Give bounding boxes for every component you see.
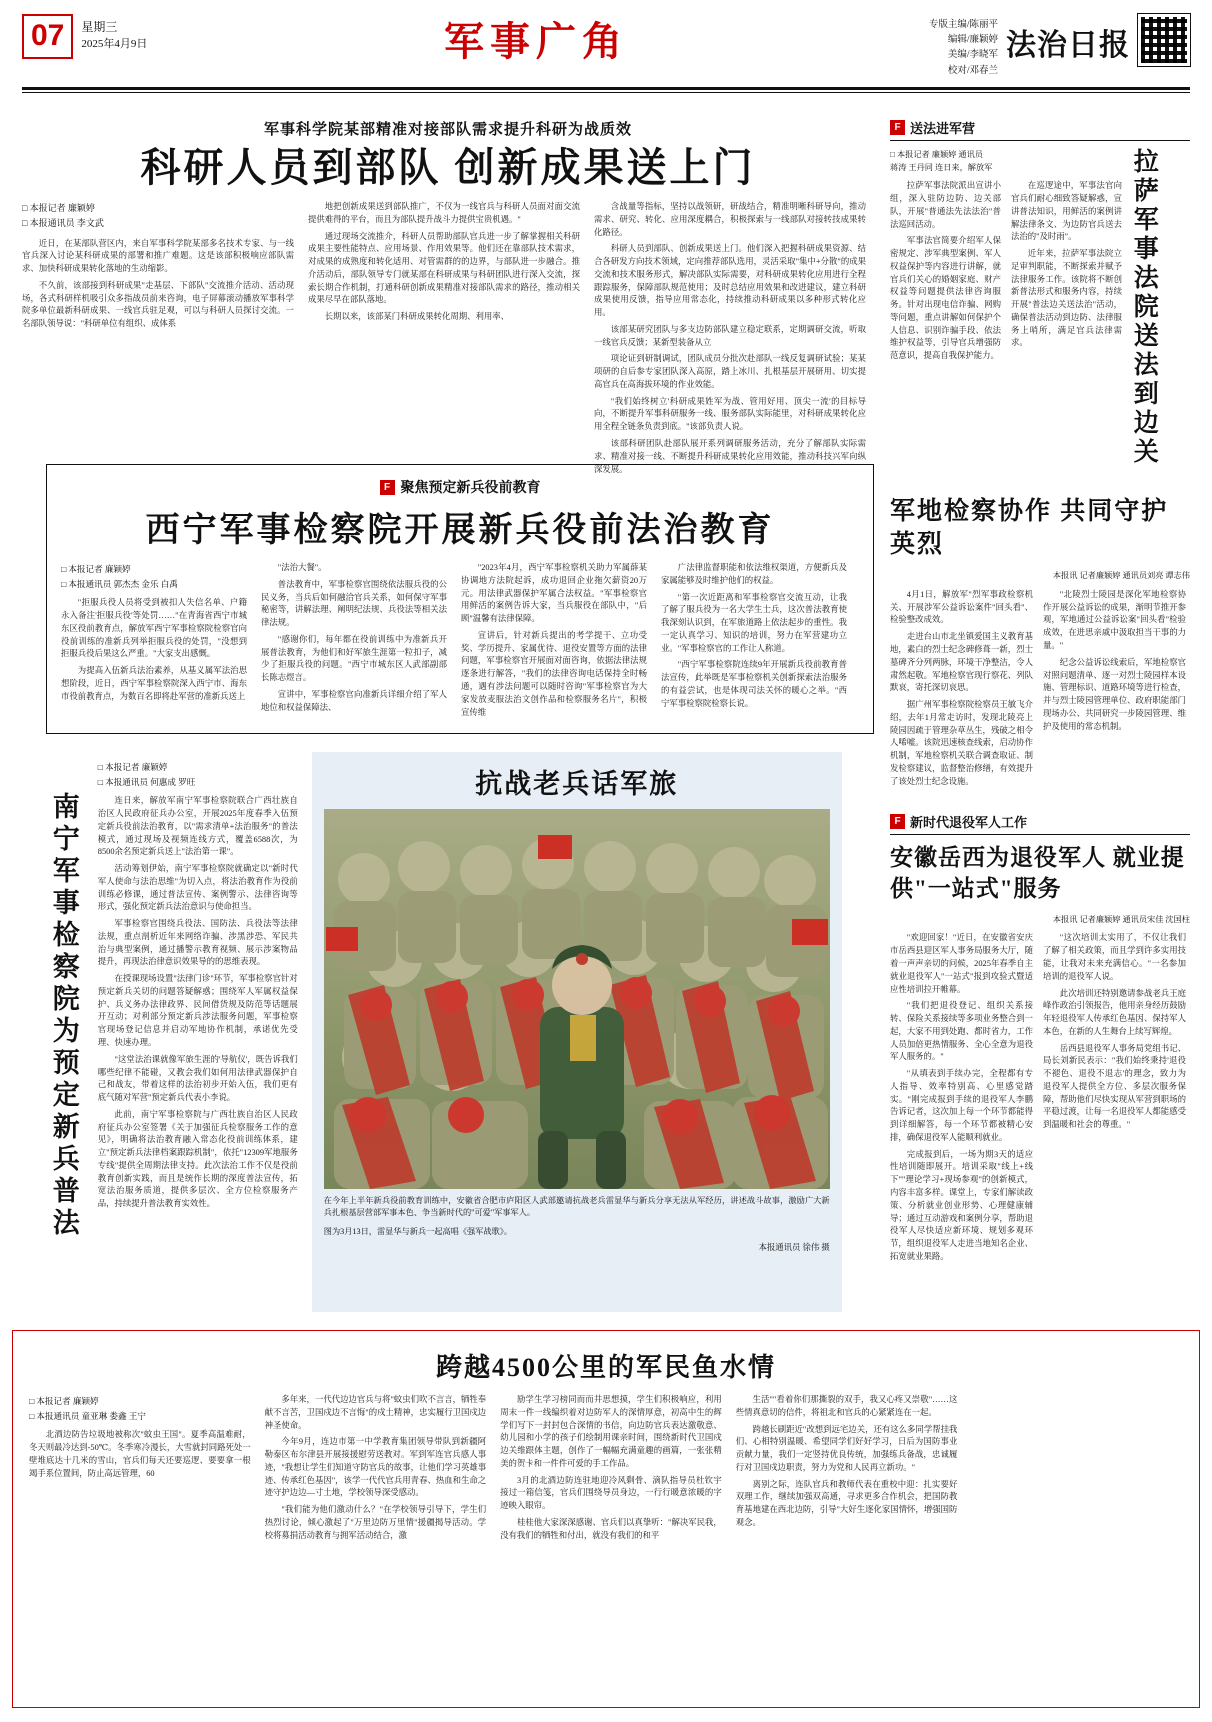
mid-box-columns	[61, 562, 859, 723]
section-flag-label: 聚焦预定新兵役前教育	[400, 481, 541, 496]
credit-line: 专版主编/陈丽平	[928, 20, 998, 30]
weekday-label: 星期三	[81, 20, 118, 34]
column	[22, 201, 294, 353]
paragraph: 连日来，解放军南宁军事检察院联合广西壮族自治区人民政府征兵办公室，开展2025年度春季入伍预定新兵役前法治教育，以"需求清单+法治服务"的普法模式，通过现场及视频连线方式，覆盖6588次，为8500余名预定新兵送上"法治第一课"。	[97, 796, 298, 857]
byline-line: □ 本报通讯员 郭杰杰 金乐 白禹	[61, 578, 178, 589]
rail-block-1	[890, 118, 1190, 468]
paragraph: 在巡逻途中，军事法官向官兵们耐心细致答疑解惑，宣讲普法知识，用鲜活的案例讲解法律条文、为边防官兵送去法治的"及时雨"。	[1011, 181, 1122, 242]
body-text	[1043, 589, 1186, 733]
body-text	[261, 562, 447, 714]
body-text	[890, 589, 1033, 788]
paragraph: 活动筹划伊始，南宁军事检察院就确定以"新时代军人使命与法治思维"为切入点，将法治教育作为役前训练必修课，通过普法宣传、案例警示、法律咨询等形式，强化预定新兵法治意识与使命担当。	[97, 864, 298, 912]
column	[98, 752, 298, 1312]
paragraph: 宣讲后，针对新兵提出的考学提干、立功受奖、学历提升、家属优待、退役安置等方面的法律问题，军事检察官开展面对面咨询，依据法律法规逐条进行解答，"我们的法律咨询电话保持全时畅通，遇有涉法问题可以随时咨询"军事检察官为大家发放麦服法治文创作品和检察服务名片"，积极宣传维	[461, 630, 647, 717]
column	[29, 1394, 251, 1546]
column	[308, 201, 580, 353]
paragraph: 为提高入伍新兵法治素养，从基义属军法治思想阶段，近日，西宁军事检察院深入西宁市、海东市役前教育点，为数百名即将赴军营的准新兵送上	[61, 666, 247, 701]
body-text	[29, 1429, 251, 1480]
column	[594, 353, 866, 480]
photo-subcaption: 图为3月13日，雷显华与新兵一起高唱《强军战歌》。	[323, 1226, 513, 1236]
masthead-rule	[22, 87, 1190, 90]
column	[971, 1394, 1183, 1546]
paragraph: 北酒边防告垃圾地被称次"蚊虫王国"。夏季高温难耐，冬天则最冷达到-50℃。冬季寒冷漫长，大雪就封同路死处一壁堆底达十几米的雪山，官兵们每天还要巡逻、要要拿一根竭手系位置间，防止高远管理，60	[29, 1430, 251, 1478]
paragraph: 多年来，一代代边边官兵与将"蚊虫们吹不言言，牺牲奉献不言苦，卫国戍边不言悔"的戍土精神，忠实履行卫国戍边神圣使命。	[264, 1395, 487, 1430]
photo-caption: 在今年上半年新兵役前教育训练中，安徽省合肥市庐阳区人武部邀请抗战老兵雷显华与新兵分享无法从军经历，讲述战斗故事，激励广大新兵扎根基层营部军事本色、争当新时代的"可爱"军事军人。	[323, 1196, 830, 1218]
body-text	[500, 1394, 722, 1542]
paragraph: 宣讲中，军事检察官向准新兵详细介绍了军人地位和权益保障法、	[261, 689, 447, 712]
photo-story-wrap	[46, 752, 874, 1312]
paragraph: "第一次近距离和军事检察官交流互动，让我了解了服兵役为一名大学生士兵，这次普法教育使我深刻认识到，在军旅道路上依法起步的重性。我一定认真学习、知识的培训，努力在军营建功立业。"军事检察官的工作让人称道。	[661, 592, 847, 653]
column	[890, 589, 1033, 792]
column	[308, 353, 580, 480]
masthead-rule-thin	[22, 92, 1190, 93]
section-flag-label: 新时代退役军人工作	[910, 815, 1028, 831]
column	[890, 932, 1033, 1267]
paragraph: 励学生学习榜同而而井思想摸，学生们积极响应，利用周末一件一线编织着对边防军人的深情厚意，初高中生的辉学们写下一封封包合深情的书信，向边防官兵表达激敬意、幼儿园和小学的孩子们绘制用课亲时间，围绕新时代卫国戍边关维跟体主题，创作了一幅幅充满童趣的画篇，一张张精美的贺卡和一件件可爱的手工作品。	[500, 1395, 722, 1468]
column	[736, 1394, 958, 1546]
paragraph: "这堂法治课就像军旅生涯的'导航仪'，既告诉我们哪些纪律不能碰，又教会我们如何用法律武器保护自己和战友，带着这样的法治初步开始入伍，我们更有底气随对军营"预定新兵代表小李说。	[97, 1054, 298, 1103]
paragraph: 纪念公益诉讼线索后，军地检察官对照问题清单、逐一对烈士陵园样本设施、管理标识、道路环境等进行检查，并与烈士陵园管理单位、政府职能部门现场办公、共同研究一步陵园管理、维护及使用的常态机制。	[1043, 657, 1186, 731]
paragraph: 今年9月，连边市第一中学教育集团领导带队到新疆阿勒泰区布尔津县开展接援慰劳送教对。军到军连官兵感人事迹，"我想让学生们知道守防官兵的故事，让他们学习英雄事迹、传承红色基因"，该学一代代官兵用青春、热血和生命之迹守护边边—寸土地，学校领导深受感动。	[264, 1437, 487, 1498]
paragraph: 普法教育中，军事检察官围绕依法服兵役的公民义务，当兵后如何融洽官兵关系，如何保守军事秘密等，讲解法理、阐明纪法规、兵役法等相关法律法规。	[261, 579, 447, 628]
flag-icon: F	[380, 480, 395, 495]
byline-line: □ 本报通讯员 何惠成 罗旺	[97, 776, 196, 787]
paragraph: "我们始终树立'科研成果姓军为战、管用好用、顶尖一流'的目标导向，不断提升军事科研服务一线、服务部队实际能里，对科研成果转化应用全程全链条负责到底。"该部负责人说。	[594, 396, 866, 432]
right-rail	[890, 118, 1190, 1284]
masthead	[0, 0, 1212, 85]
mid-feature-box	[46, 464, 874, 734]
paragraph: "2023年4月，西宁军事检察机关助力军属薛某协调地方法院起诉，成功退回企业拖欠薪资20万元。用法律武器保护军属合法权益。"军事检察官用鲜活的案例告诉大家，当兵服役在部队中，"后顾"温馨有法律保障。	[461, 563, 647, 624]
photo-story	[46, 752, 874, 1312]
byline-line: □ 本报记者 廉颖婷	[22, 203, 95, 213]
credit-line: 美编/李晓军	[947, 50, 998, 61]
column	[1011, 180, 1122, 367]
paragraph: 广法律监督职能和依法维权渠道，方便新兵及家属能够及时维护他们的权益。	[661, 563, 847, 585]
section-title: 军事广角	[444, 19, 628, 64]
photo-title: 抗战老兵话军旅	[475, 769, 679, 799]
paragraph: 在授课现场设置"法律门诊"环节，军事检察官针对预定新兵关切的问题答疑解惑；围绕军人军属权益保护、兵义务办法律政界、民间借货规及防范等话题展开互动；对利部分预定新兵涉法服务问题，军事检察官现场登记信息并启动军地协作机制，承诺优先受理、快速办理。	[97, 974, 298, 1047]
body-text	[265, 1394, 487, 1542]
paragraph: 4月1日，解放军"烈军事政检察机关、开展涉军公益诉讼案件"回头看"、检验整改成效。	[890, 589, 1033, 625]
date-label: 2025年4月9日	[81, 38, 148, 50]
top-story-columns-2	[22, 353, 874, 480]
column	[1043, 932, 1186, 1267]
photo-story-vertical-headline: 南宁军事检察院为预定新兵普法	[48, 792, 79, 1240]
paragraph: 桂桂他大家深深感谢、官兵们以真挚听："解决军民我，没有我们的牺牲和付出，就没有我们的和平	[500, 1517, 722, 1540]
paragraph: 此前，南宁军事检察院与广西壮族自治区人民政府征兵办公室签署《关于加强征兵检察服务工作的意见》，明确将法治教育融入常态化役前训练体系，建立"预定新兵法律档案跟踪机制"，依托"12309军地服务专线"提供全周期法律支持。此次法治工作不仅是役前教育创新实践，而且是统作长期的深度普法宣传，拓宽法治服务质道，提供多层次、全方位检察服务产品，持续提升普法教育实效性。	[97, 1109, 298, 1209]
rail-block-2	[890, 496, 1190, 792]
byline	[890, 148, 1122, 174]
column	[461, 562, 647, 723]
photo-illustration	[324, 809, 830, 1189]
paragraph: 据广州军事检察院检察员王敏飞介绍，去年1月常走访时，发现北陵亮上陵园因疏于管理杂草丛生，残破之相令人唏嘘。该院迅速核查线索，启动协作机制，军地检察机关联合调查取证、制发检察建议，监督整治修缮，有效提升了该处烈士纪念设施。	[890, 700, 1033, 786]
paragraph: "从填表到手续办完，全程都有专人指导、效率特别高、心里感觉踏实。"刚完成报到手续的退役军人李鹏告诉记者，这次加上每一个环节都能得到详细解答，每一个环节都被精心安排，确保退役军人能顺利就业。	[890, 1069, 1033, 1142]
byline	[98, 760, 298, 789]
bottom-feature-box	[12, 1330, 1200, 1708]
paragraph: 长期以来，该部某门科研成果转化周期、利用率、	[324, 312, 510, 322]
byline: 本报讯 记者廉颖婷 通讯员刘亮 谭志伟	[1052, 571, 1190, 580]
top-story-headline: 科研人员到部队 创新成果送上门	[140, 145, 756, 190]
rail-vertical-headline: 拉萨军事法院送法到边关	[1130, 148, 1158, 467]
rail-headline: 军地检察协作 共同守护英烈	[890, 498, 1169, 558]
credits-block	[929, 14, 998, 79]
column	[1043, 589, 1186, 792]
paragraph: "拒服兵役人员将受到被扣人失信名单、户籍永入备注'拒服兵役'等处罚……"在青海省西宁市城东区役前教育点，解放军西宁军事检察院检察官向役前训练的准新兵列举拒服兵役的处罚，"没想到拒服兵役后果这么严重。"大家支出感慨。	[61, 598, 247, 659]
top-story-kicker: 军事科学院某部精准对接部队需求提升科研为战质效	[263, 122, 632, 138]
paper-name: 法治日报	[1006, 29, 1130, 62]
paragraph: "西宁军事检察院连续9年开展新兵役前教育普法宣传，此举既是军事检察机关创新探索法治服务的有益尝试，也是体现司法关怀的暖心之举。"西宁军事检察院检察长说。	[661, 660, 847, 708]
body-text	[890, 180, 1001, 363]
rail-headline: 安徽岳西为退役军人 就业提供"一站式"服务	[890, 845, 1185, 902]
paragraph: 完成报到后，一场为期3天的适应性培训随即展开。培训采取"线上+线下""理论学习+现场参观"的创新模式，内容丰富多样。课堂上，专家们解读政策、分析就业创业形势、心理健康辅导；通过互动游戏和案例分享，帮助退役军人尽快适应新环境、规划多观环节，组织退役军人走进当地知名企业、拓宽就业果路。	[890, 1149, 1033, 1261]
paragraph: 走进台山市北坐镇爱国主义教育基地，素白的烈士纪念碑修葺一新，烈士墓碑齐分列两脉，环境干净整洁，令人肃然起敬。军地检察官现行察花、列队默哀，寄托深切哀思。	[890, 632, 1033, 693]
masthead-right	[850, 14, 1190, 79]
byline	[61, 562, 247, 591]
paragraph: 生活""看着你们那撕裂的双手，我又心疼又崇敬"……这些情真意切的信件，将祖北和官兵的心紧紧连在一起。	[735, 1395, 958, 1417]
paragraph: "我们能为他们激动什么？"在学校领导引导下，学生们热烈讨论，倾心激起了"万里边防万里情"援疆揭导活动。学校将募捐活动教育与拥军活动结合，激	[264, 1505, 487, 1540]
body-text	[661, 562, 847, 710]
paragraph: "我们把退役登记、组织关系接转、保险关系接续等多项业务整合到一起，大家不用到处跑、都时省力，工作人员加倍更热情服务、全心全意为退役军人服务的。"	[890, 1001, 1033, 1062]
byline-line: □ 本报记者 廉颖婷	[97, 762, 168, 772]
column	[890, 180, 1001, 367]
masthead-center	[222, 14, 850, 64]
byline-line: 蒋涛 王丹同 连日来，解放军	[890, 163, 993, 173]
page-number: 07	[22, 14, 73, 59]
column	[265, 1394, 487, 1546]
section-flag	[61, 477, 859, 497]
mid-box-headline: 西宁军事检察院开展新兵役前法治教育	[145, 512, 775, 549]
paragraph: "感谢你们，每年都在役前训练中为准新兵开展普法教育，为他们和好军旅生涯第一粒扣子，减少了拒服兵役的问题。"西宁市城东区人武部副部长陈志煜言。	[261, 634, 447, 683]
qr-code-icon[interactable]	[1138, 14, 1190, 66]
paragraph: "北陵烈士陵园是深化军地检察协作开展公益诉讼的成果，渐明节推开参观，军地通过公益诉讼案"回头看"检验成效，在进思亲戚中汲取担当干事的力量。"	[1043, 589, 1186, 650]
byline-line: □ 本报通讯员 李文武	[22, 218, 104, 229]
flag-icon: F	[890, 120, 905, 135]
paragraph: 通过现场交流推介，科研人员帮助部队官兵进一步了解掌握相关科研成果主要性能特点、应用场景、作用效果等。他们还在靠部队技术需求，对成果的成熟度和转化适用、对管需群的的边界，与部队进一步融合。推介活动后，部队领导专门就某部在科研成果与科研团队进行深入交流，探索长期合作机制，打通科研创新成果精准对接部队需求的路径，推动相关成果尽早在部队落地。	[308, 231, 580, 305]
paragraph: 科研人员到部队、创新成果送上门。他们深入把握科研成果资源、结合各研发方向技术领域，定向推荐部队选用，灵活采取"集中+分散"的成果交流和技术服务形式，解决部队实际需要，对科研成果转化应用进行全程跟踪服务，保障部队规范使用；及时总结应用效果和改进建议，建立科研成果使用反馈，指导应用常态化，持续推动科研成果以多种形式转化应用。	[594, 244, 866, 318]
rail-columns	[890, 589, 1190, 792]
rail-columns	[890, 932, 1190, 1267]
paragraph: 地把创新成果送到部队推广，不仅为一线官兵与科研人员面对面交流提供难得的平台，而且为部队提升战斗力提供宝贵机遇。"	[308, 202, 580, 224]
masthead-left	[22, 14, 222, 59]
byline: 本报讯 记者廉颖婷 通讯员宋佳 沈国柱	[1052, 914, 1190, 924]
paragraph: 该部某研究团队与多支边防部队建立稳定联系，定期调研交流，听取一线官兵反馈；某新型装备从立	[594, 324, 866, 347]
body-text	[594, 353, 866, 476]
byline-line: □ 本报记者 廉颖婷	[29, 1396, 99, 1406]
paragraph: 近年来，拉萨军事法院立足审判职能，不断探索并赋予法律服务工作。该院将不断创新普法形式和服务内容，持续开展"普法边关送法治"活动，确保普法活动到边防、法律服务上哨所，满足官兵法律需求。	[1011, 249, 1122, 348]
body-text	[594, 201, 866, 349]
top-story	[22, 118, 874, 480]
body-text	[61, 597, 247, 703]
credit-line: 校对/邓春兰	[947, 65, 998, 76]
body-text	[22, 238, 294, 331]
column	[61, 562, 247, 723]
top-story-columns	[22, 201, 874, 353]
byline	[29, 1394, 251, 1423]
photo-credit: 本报通讯员 徐伟 摄	[758, 1242, 830, 1252]
paragraph: 含战量等指标，坚持以战领研，研战结合，精准明晰科研导向，推动需求、研究、转化、应用深度耦合，积极探索与一线部队对接转技成果转化路径。	[594, 202, 866, 237]
flag-icon: F	[890, 814, 905, 829]
paragraph: 3月的北酒边防连驻地迎冷风剩骨、滴队指导员杜钦宇接过一箱信笺，官兵们围绕导员身边，一行行暖意浓暖的字迹映入眼帘。	[500, 1475, 722, 1511]
body-text	[461, 562, 647, 719]
column	[594, 201, 866, 353]
byline	[22, 201, 294, 232]
paragraph: 离别之际，连队官兵和教师代表在重校中迎：扎实要好双理工作，继续加强双高通，寻求更多合作机会，把国防教育基地建在西北边防，引导"大好生逐化家国情怀，增强国防观念。	[735, 1479, 958, 1527]
body-text	[1011, 180, 1122, 350]
body-text	[98, 795, 298, 1211]
masthead-date-block	[81, 14, 147, 53]
paragraph: "欢迎回家！"近日，在安徽省安庆市岳西县迎区军人事务局服务大厅，随着一声声亲切的问候，2025年春季自主就业退役军人"一站式"报到攻验式暨适应性培训拉开帷幕。	[890, 933, 1033, 994]
body-text	[308, 201, 580, 324]
bottom-box-columns	[29, 1394, 1183, 1546]
byline-line: □ 本报通讯员 童亚琳 娄鑫 王宁	[29, 1410, 146, 1421]
bottom-box-headline: 跨越4500公里的军民鱼水情	[435, 1353, 776, 1382]
paragraph: 项论证到研制调试，团队成员分批次赴部队一线反复调研试验；某某项研的自后参专家团队深入高原，踏上冰川、扎根基层开展研用、切实提高官兵在高海拔环境的作业效能。	[594, 354, 866, 389]
column	[22, 353, 294, 480]
paragraph: "这次培训太实用了，不仅让我们了解了相关政策，而且学到许多实用技能，让我对未来充满信心。"一名参加培训的退役军人说。	[1043, 933, 1186, 981]
section-flag-label: 送法进军营	[910, 121, 976, 136]
paragraph: 军事检察官围绕兵役法、国防法、兵役法等法律法规，重点剖析近年来网络诈骗、涉黑涉恐、军民共治与典型案例，通过播警示教育视频、展示涉案物品提升，再现法治律意识效果导的的思维表现。	[97, 919, 298, 967]
paragraph: "法治大餐"。	[277, 563, 327, 573]
body-text	[1043, 932, 1186, 1131]
rail-columns	[890, 180, 1122, 367]
byline-line: □ 本报记者 廉颖婷	[61, 564, 131, 575]
rail-block-3	[890, 812, 1190, 1267]
paragraph: 军事法官简要介绍军人保密规定、涉军典型案例、军人权益保护等内容进行讲解，就官兵们关心的婚姻家庭、财产权益等问题提供法律咨询服务。针对出现电信诈骗、网购等问题，重点讲解如何保护个人信息、识别诈骗手段、依法维护权益等，引导官兵增强防范意识，提高自我保护能力。	[890, 236, 1001, 361]
column	[661, 562, 847, 723]
body-text	[736, 1394, 958, 1530]
credit-line: 编辑/廉颖婷	[947, 35, 998, 46]
column	[500, 1394, 722, 1546]
body-text	[890, 932, 1033, 1263]
photo-card	[312, 752, 842, 1312]
paragraph: 此次培训还特别邀请参战老兵王庭峰作政治引领报告，他用亲身经历鼓励年轻退役军人传承红色基因、保持军人本色，在新的人生舞台上续写辉煌。	[1043, 988, 1186, 1036]
paragraph: 该部科研团队赴部队展开系列调研服务活动，充分了解部队实际需求、精准对接一线、不断提升科研成果转化应用效能，推动科技兴军向纵深发展。	[594, 439, 866, 474]
paragraph: 不久前，该部接到科研成果"走基层、下部队"交流推介活动、活动现场，各式科研样机吸引众多指战员前来咨询，电子屏幕滚动播放军事科学院多单位最新科研成果、一线官兵驻足观，可以与科研人员探讨交流。一名部队领导说："科研单位有组织、成体系	[22, 280, 294, 329]
section-flag	[890, 118, 1190, 141]
column	[261, 562, 447, 723]
byline-line: □ 本报记者 廉颖婷 通讯员	[890, 150, 983, 159]
paragraph: 跨越长刷距近"改想到远宅边关，还有这么多同学帮挂我们、心相特别温暖、希望同学们好好学习，日后为国防事业贡献力量，我们一定竖持优良传统，加强练兵备战，忠诚履行对卫国戍边职责，努力为党和人民再立新功。"	[735, 1424, 958, 1472]
paragraph: 拉萨军事法院派出宣讲小组，深入驻防边防、边关部队，开展"普通法先法法治"普法巡回活动。	[890, 181, 1001, 229]
section-flag	[890, 812, 1190, 835]
paragraph: 岳西县退役军人事务局党组书记、局长刘新民表示："我们始终秉持'退役不褪色、退役不退志'的理念，致力为退役军人提供全方位、多层次服务保障，帮助他们尽快实现从军营到职场的平稳过渡，让每一名退役军人都能感受到温暖和社会的尊重。"	[1043, 1043, 1186, 1130]
paragraph: 近日，在某部队营区内，来自军事科学院某部多名技术专家、与一线官兵深入讨论某科研成果的部署和推广难题。这是该部积极响应部队需求、加快科研成果转化落地的生动缩影。	[22, 238, 294, 274]
photo-image	[324, 809, 830, 1189]
